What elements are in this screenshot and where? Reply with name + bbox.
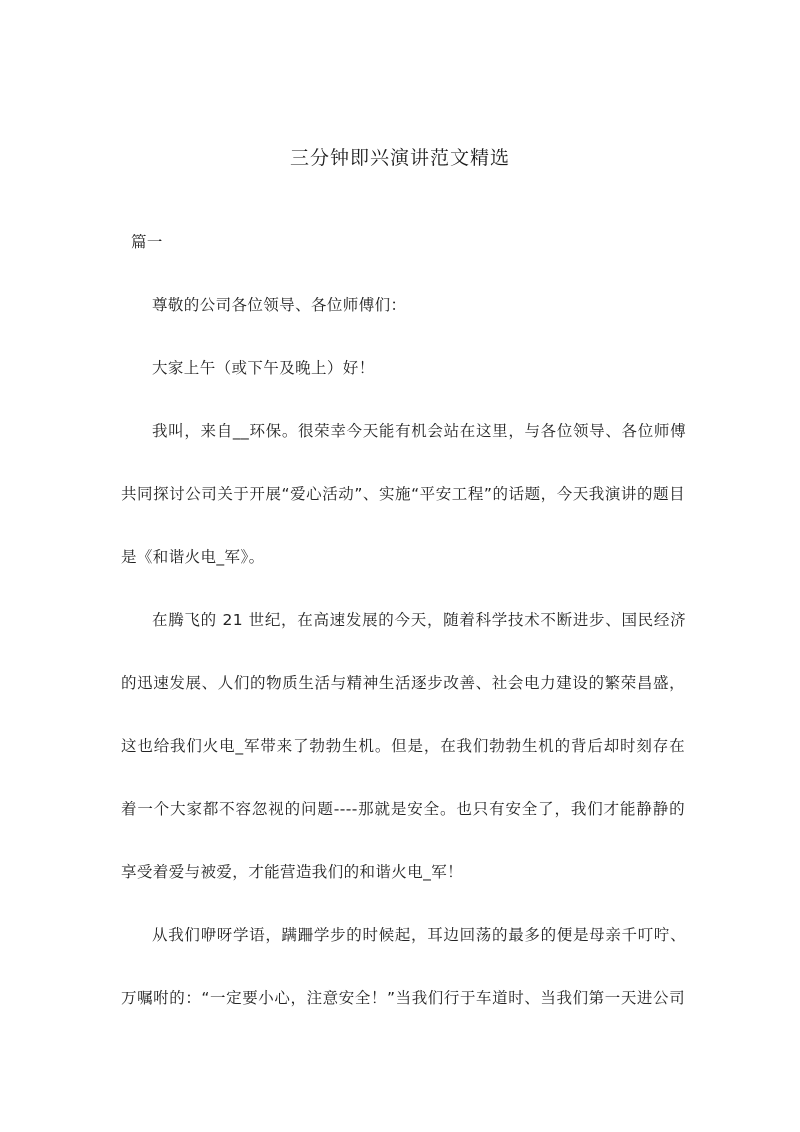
document-title: 三分钟即兴演讲范文精选 — [289, 147, 510, 169]
paragraph-line: 的迅速发展、人们的物质生活与精神生活逐步改善、社会电力建设的繁荣昌盛， — [121, 674, 685, 692]
paragraph-line: 这也给我们火电_军带来了勃勃生机。但是，在我们勃勃生机的背后却时刻存在 — [121, 737, 685, 755]
paragraph-line: 万嘱咐的：“一定要小心，注意安全！”当我们行于车道时、当我们第一天进公司 — [121, 989, 685, 1007]
paragraph-line: 是《和谐火电_军》。 — [121, 548, 265, 566]
paragraph-line: 享受着爱与被爱，才能营造我们的和谐火电_军！ — [121, 863, 464, 881]
paragraph-line: 着一个大家都不容忽视的问题----那就是安全。也只有安全了，我们才能静静的 — [121, 800, 685, 818]
paragraph-line: 我叫，来自__环保。很荣幸今天能有机会站在这里，与各位领导、各位师傅 — [152, 422, 686, 440]
paragraph-line: 尊敬的公司各位领导、各位师傅们： — [152, 296, 407, 314]
paragraph-line: 从我们咿呀学语，蹒跚学步的时候起，耳边回荡的最多的便是母亲千叮咛、 — [152, 926, 686, 944]
paragraph-line: 在腾飞的 21 世纪，在高速发展的今天，随着科学技术不断进步、国民经济 — [152, 611, 686, 629]
section-label: 篇一 — [131, 233, 163, 251]
paragraph-line: 共同探讨公司关于开展“爱心活动”、实施“平安工程”的话题，今天我演讲的题目 — [121, 485, 685, 503]
paragraph-line: 大家上午（或下午及晚上）好！ — [152, 359, 375, 377]
